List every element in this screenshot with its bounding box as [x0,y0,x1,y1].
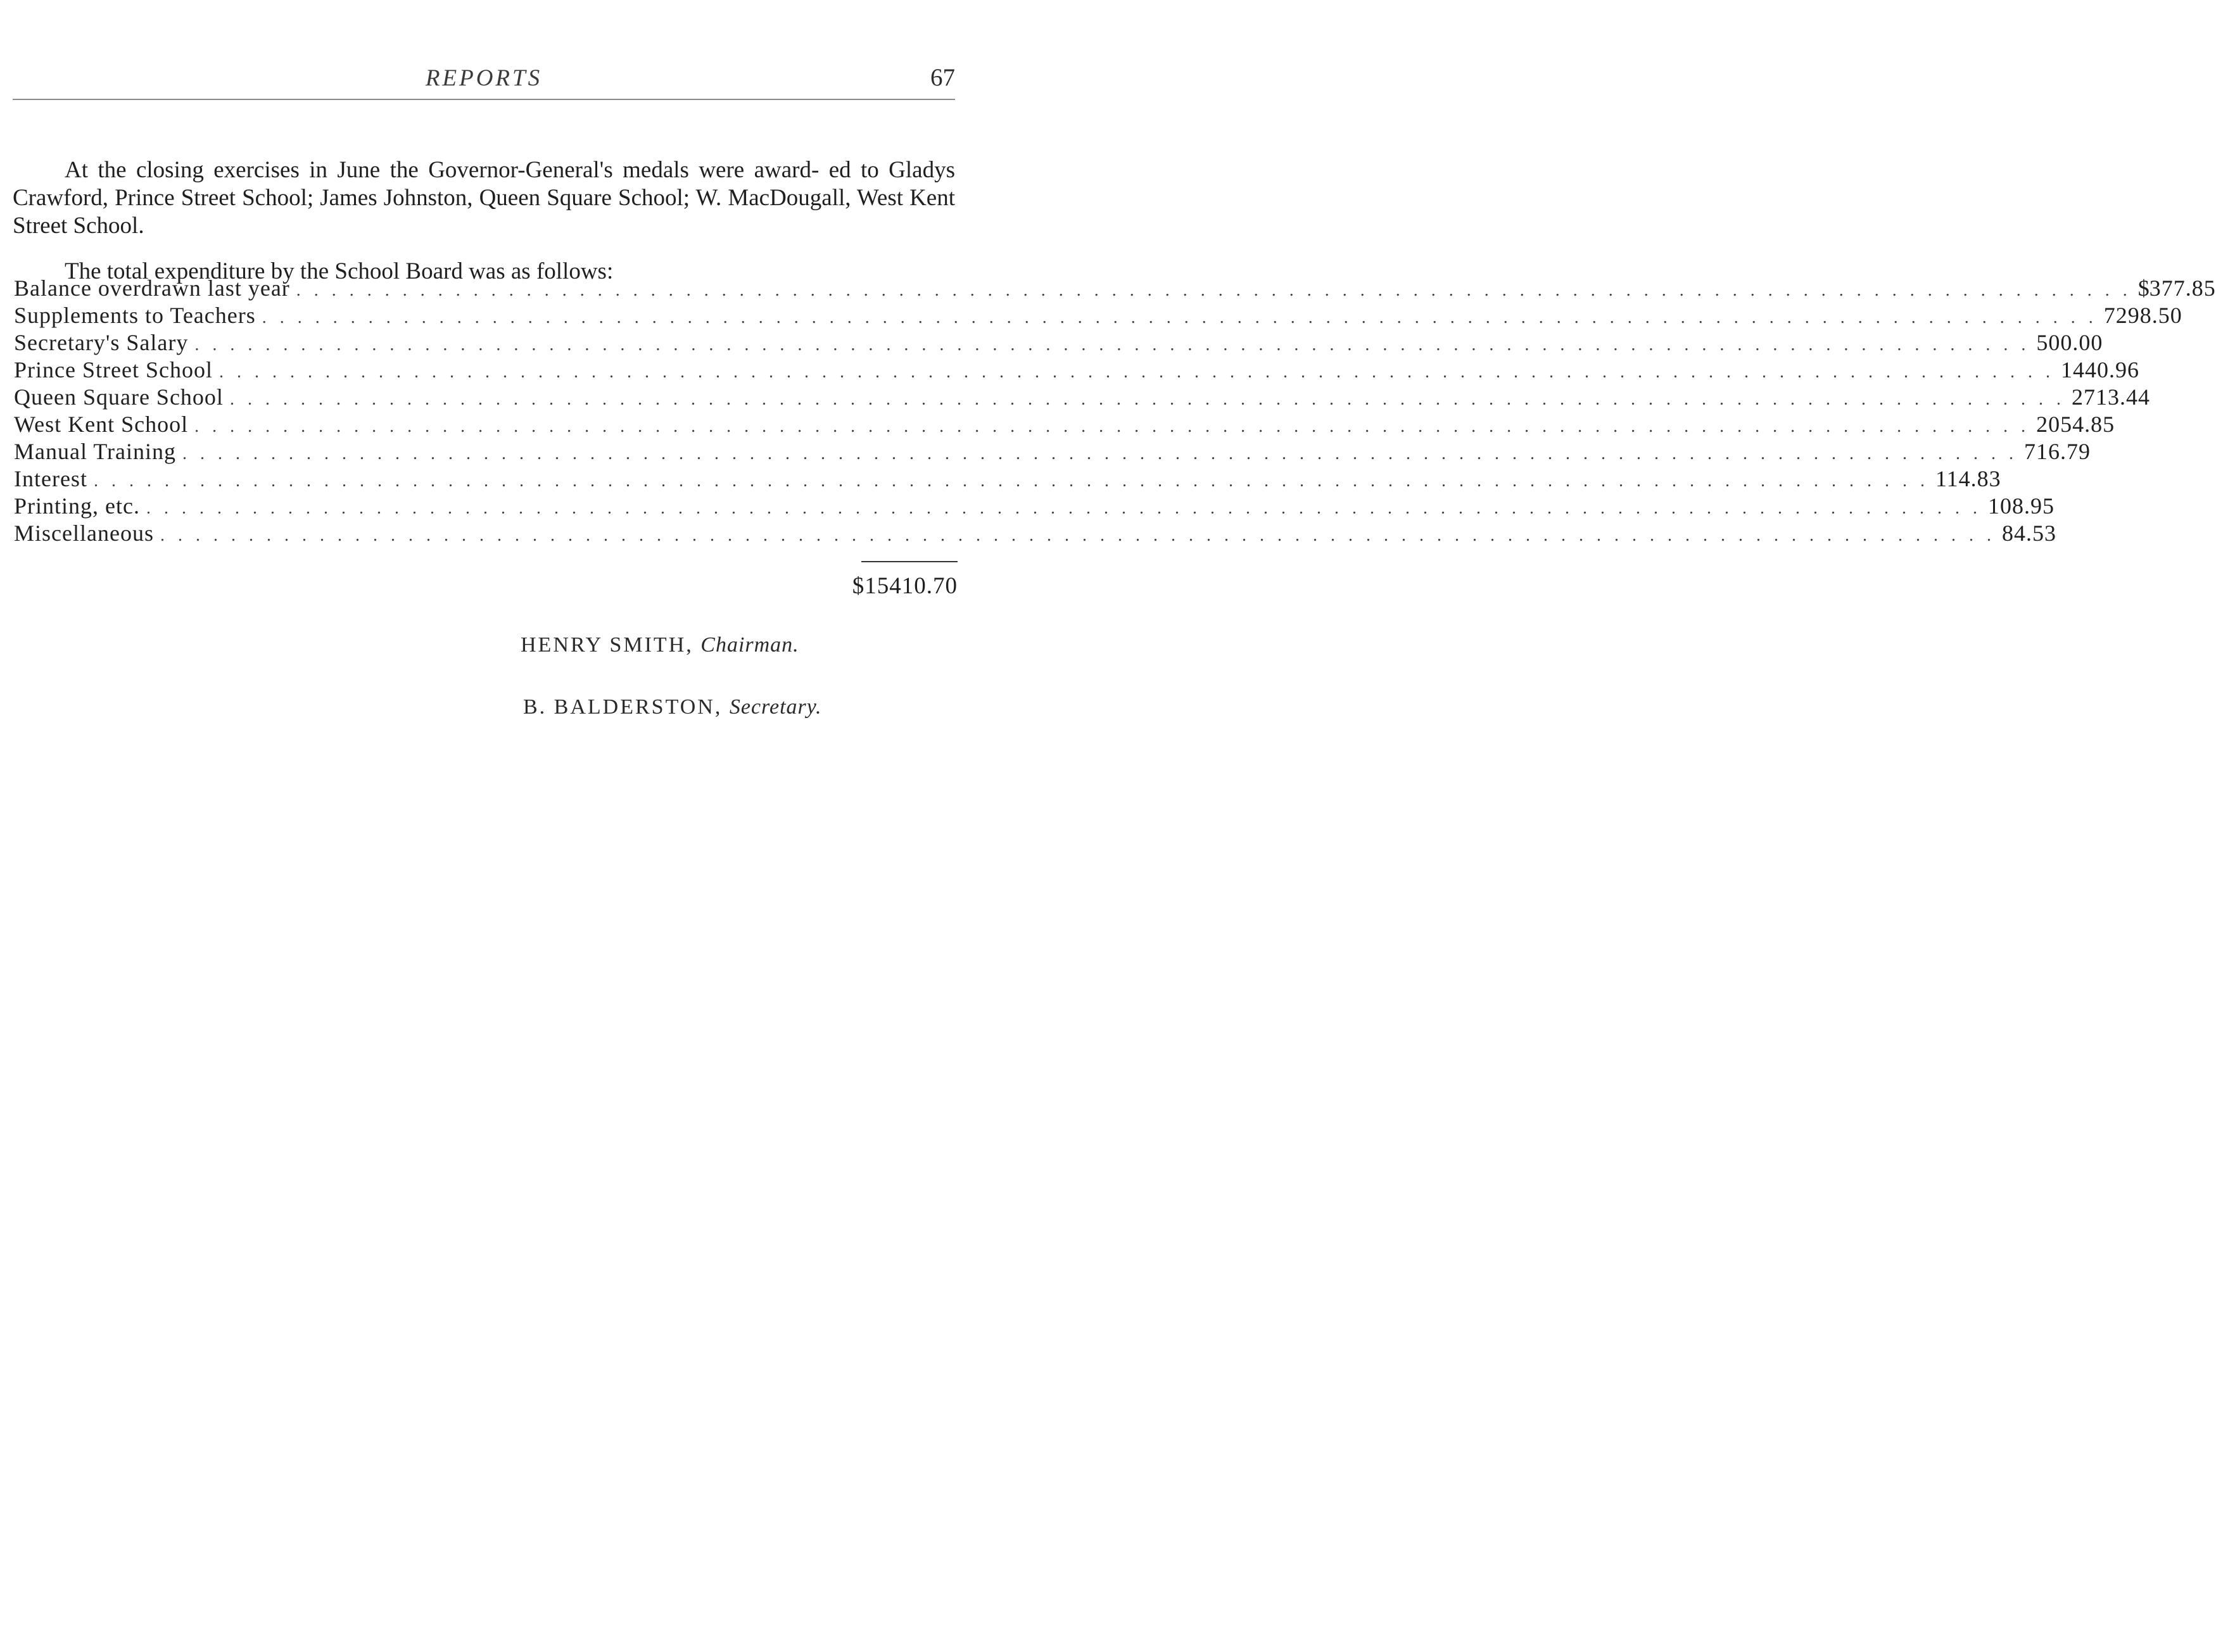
expenditure-row [14,520,2056,547]
signature-role: Chairman. [700,633,799,657]
expenditure-row [14,438,2091,465]
total-amount: $15410.70 [852,573,958,599]
expenditure-amount: 108.95 [1987,493,2055,519]
running-title: REPORTS [425,65,543,91]
expenditure-amount: 1440.96 [2060,357,2139,382]
expenditure-label: Queen Square School [14,384,224,410]
page-number: 67 [930,64,955,91]
expenditure-amount: 377.85 [2149,275,2216,301]
dot-leader: . . . . . . . . . . . . . . . . . . . . . . . . . . . . . . . . . . . . . . . . . . . . . . . . . . . . . . . . . . . . . . . . . . . . . . . . . . . . . . . . . . . . . . . . . . . . . . . . . . . . . . . . [296,281,2132,300]
expenditure-amount: 2713.44 [2071,384,2150,410]
expenditure-table [14,275,2216,547]
dot-leader: . . . . . . . . . . . . . . . . . . . . . . . . . . . . . . . . . . . . . . . . . . . . . . . . . . . . . . . . . . . . . . . . . . . . . . . . . . . . . . . . . . . . . . . . . . . . . . . . . . . . . . . . [93,471,1929,491]
expenditure-amount: 114.83 [1935,466,2001,491]
expenditure-amount: 2054.85 [2036,412,2115,437]
signature-name: B. BALDERSTON, [523,695,723,719]
expenditure-row [14,356,2139,384]
expenditure-label: Manual Training [14,439,177,464]
signature-chairman [521,633,799,657]
expenditure-label: Miscellaneous [14,520,154,546]
expenditure-amount: 716.79 [2024,439,2091,464]
expenditure-row [14,384,2150,411]
running-head [13,61,955,100]
expenditure-row [14,465,2001,493]
expenditure-amount: 500.00 [2036,330,2103,355]
dot-leader: . . . . . . . . . . . . . . . . . . . . . . . . . . . . . . . . . . . . . . . . . . . . . . . . . . . . . . . . . . . . . . . . . . . . . . . . . . . . . . . . . . . . . . . . . . . . . . . . . . . . . . . . [182,444,2018,463]
signature-role: Secretary. [729,695,822,719]
expenditure-label: West Kent School [14,412,189,437]
dot-leader: . . . . . . . . . . . . . . . . . . . . . . . . . . . . . . . . . . . . . . . . . . . . . . . . . . . . . . . . . . . . . . . . . . . . . . . . . . . . . . . . . . . . . . . . . . . . . . . . . . . . . . . . [218,362,2055,382]
expenditure-row [14,493,2055,520]
expenditure-row [14,275,2216,302]
dot-leader: . . . . . . . . . . . . . . . . . . . . . . . . . . . . . . . . . . . . . . . . . . . . . . . . . . . . . . . . . . . . . . . . . . . . . . . . . . . . . . . . . . . . . . . . . . . . . . . . . . . . . . . . [160,526,1996,545]
dot-leader: . . . . . . . . . . . . . . . . . . . . . . . . . . . . . . . . . . . . . . . . . . . . . . . . . . . . . . . . . . . . . . . . . . . . . . . . . . . . . . . . . . . . . . . . . . . . . . . . . . . . . . . . [229,389,2065,409]
expenditure-amount: 7298.50 [2103,303,2182,328]
expenditure-row [14,329,2103,356]
dot-leader: . . . . . . . . . . . . . . . . . . . . . . . . . . . . . . . . . . . . . . . . . . . . . . . . . . . . . . . . . . . . . . . . . . . . . . . . . . . . . . . . . . . . . . . . . . . . . . . . . . . . . . . . [194,335,2030,355]
expenditure-amount: 84.53 [2001,520,2056,546]
expenditure-row [14,302,2182,329]
expenditure-label: Supplements to Teachers [14,303,256,328]
dot-leader: . . . . . . . . . . . . . . . . . . . . . . . . . . . . . . . . . . . . . . . . . . . . . . . . . . . . . . . . . . . . . . . . . . . . . . . . . . . . . . . . . . . . . . . . . . . . . . . . . . . . . . . . [146,498,1982,518]
expenditure-label: Secretary's Salary [14,330,189,355]
expenditure-label: Prince Street School [14,357,213,382]
total-rule [861,561,958,562]
dot-leader: . . . . . . . . . . . . . . . . . . . . . . . . . . . . . . . . . . . . . . . . . . . . . . . . . . . . . . . . . . . . . . . . . . . . . . . . . . . . . . . . . . . . . . . . . . . . . . . . . . . . . . . . [262,308,2098,327]
dot-leader: . . . . . . . . . . . . . . . . . . . . . . . . . . . . . . . . . . . . . . . . . . . . . . . . . . . . . . . . . . . . . . . . . . . . . . . . . . . . . . . . . . . . . . . . . . . . . . . . . . . . . . . . [194,417,2030,436]
paragraph-medals: At the closing exercises in June the Governor-General's medals were award- ed to Gladys Crawford, Prince Street School; James Johnston, Queen Square School; W. MacDougall, West Kent Street School. [13,157,955,239]
signature-secretary [523,695,822,719]
signature-name: HENRY SMITH, [521,633,693,657]
paragraph-expenditure-intro: The total expenditure by the School Board was as follows: [65,258,614,284]
expenditure-label: Balance overdrawn last year [14,275,290,301]
dollar-sign: $ [2137,275,2150,301]
expenditure-row [14,411,2115,438]
expenditure-label: Printing, etc. [14,493,140,519]
expenditure-label: Interest [14,466,87,491]
